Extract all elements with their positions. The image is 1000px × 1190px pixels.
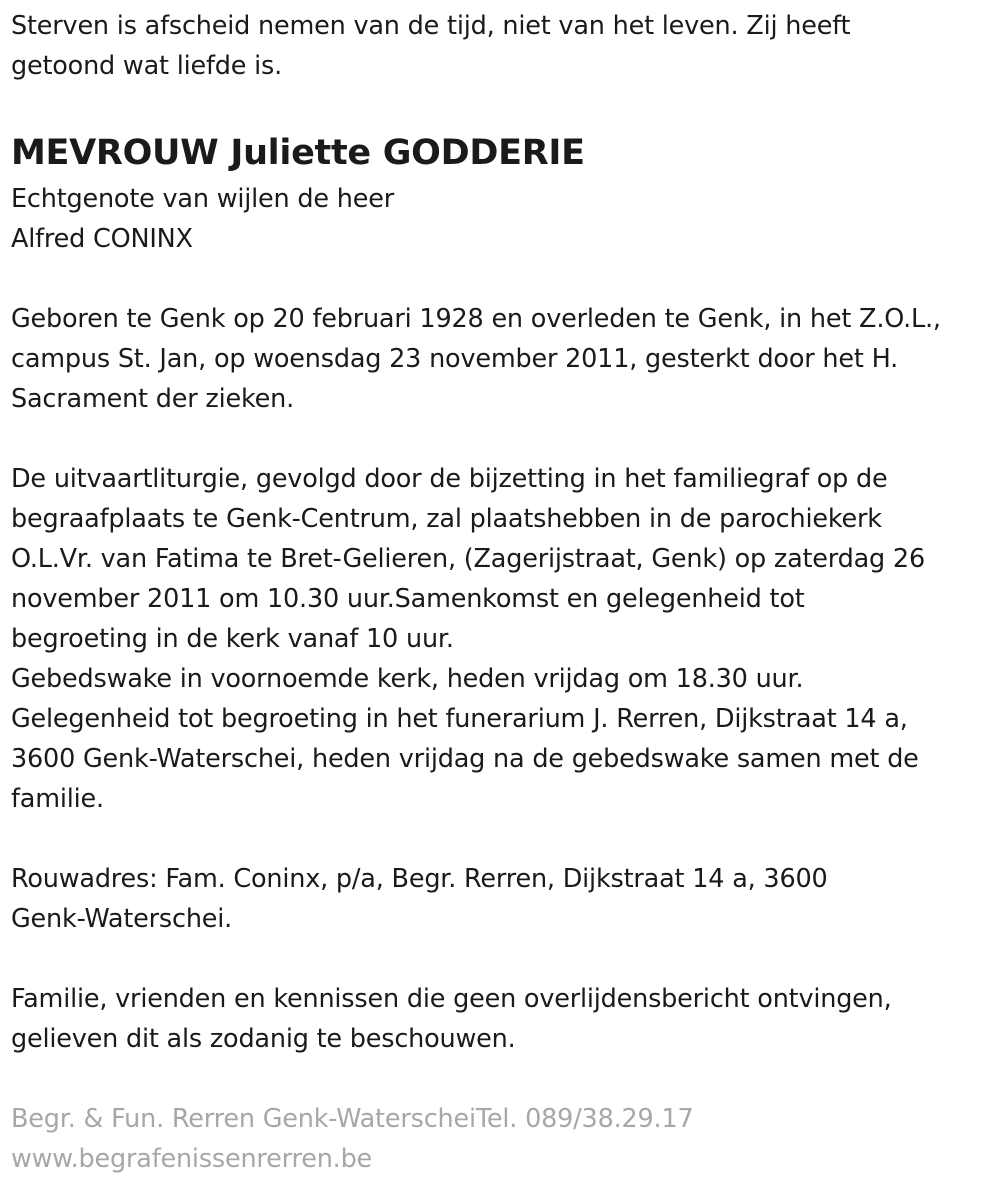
spacer bbox=[11, 1059, 988, 1099]
company-line: Begr. & Fun. Rerren Genk-WaterscheiTel. 089/38.29.17 bbox=[11, 1104, 694, 1134]
quote-line: getoond wat liefde is. bbox=[11, 51, 283, 81]
spouse-line: Echtgenote van wijlen de heer bbox=[11, 184, 394, 214]
birth-death-paragraph bbox=[11, 299, 988, 419]
spacer bbox=[11, 819, 988, 859]
address-paragraph bbox=[11, 859, 988, 939]
notice-paragraph bbox=[11, 979, 988, 1059]
paragraph-line: Gelegenheid tot begroeting in het funerarium J. Rerren, Dijkstraat 14 a, bbox=[11, 704, 908, 734]
paragraph-line: Sacrament der zieken. bbox=[11, 384, 294, 414]
spacer bbox=[11, 939, 988, 979]
spacer bbox=[11, 419, 988, 459]
deceased-name: MEVROUW Juliette GODDERIE bbox=[11, 133, 585, 173]
paragraph-line: Geboren te Genk op 20 februari 1928 en overleden te Genk, in het Z.O.L., bbox=[11, 304, 941, 334]
paragraph-line: De uitvaartliturgie, gevolgd door de bijzetting in het familiegraf op de bbox=[11, 464, 888, 494]
funeral-home-footer bbox=[11, 1099, 988, 1179]
website-link[interactable]: www.begrafenissenrerren.be bbox=[11, 1144, 373, 1174]
spouse-block bbox=[11, 179, 988, 259]
paragraph-line: begraafplaats te Genk-Centrum, zal plaatshebben in de parochiekerk bbox=[11, 504, 882, 534]
quote-line: Sterven is afscheid nemen van de tijd, niet van het leven. Zij heeft bbox=[11, 11, 851, 41]
paragraph-line: Familie, vrienden en kennissen die geen overlijdensbericht ontvingen, bbox=[11, 984, 892, 1014]
paragraph-line: Genk-Waterschei. bbox=[11, 904, 233, 934]
paragraph-line: Gebedswake in voornoemde kerk, heden vrijdag om 18.30 uur. bbox=[11, 664, 804, 694]
paragraph-line: campus St. Jan, op woensdag 23 november 2011, gesterkt door het H. bbox=[11, 344, 899, 374]
paragraph-line: familie. bbox=[11, 784, 104, 814]
paragraph-line: begroeting in de kerk vanaf 10 uur. bbox=[11, 624, 454, 654]
spacer bbox=[11, 259, 988, 299]
paragraph-line: november 2011 om 10.30 uur.Samenkomst en gelegenheid tot bbox=[11, 584, 805, 614]
quote-block bbox=[11, 6, 988, 86]
paragraph-line: Rouwadres: Fam. Coninx, p/a, Begr. Rerren, Dijkstraat 14 a, 3600 bbox=[11, 864, 828, 894]
spouse-line: Alfred CONINX bbox=[11, 224, 193, 254]
paragraph-line: 3600 Genk-Waterschei, heden vrijdag na de gebedswake samen met de bbox=[11, 744, 919, 774]
paragraph-line: O.L.Vr. van Fatima te Bret-Gelieren, (Zagerijstraat, Genk) op zaterdag 26 bbox=[11, 544, 925, 574]
paragraph-line: gelieven dit als zodanig te beschouwen. bbox=[11, 1024, 516, 1054]
funeral-paragraph bbox=[11, 459, 988, 819]
